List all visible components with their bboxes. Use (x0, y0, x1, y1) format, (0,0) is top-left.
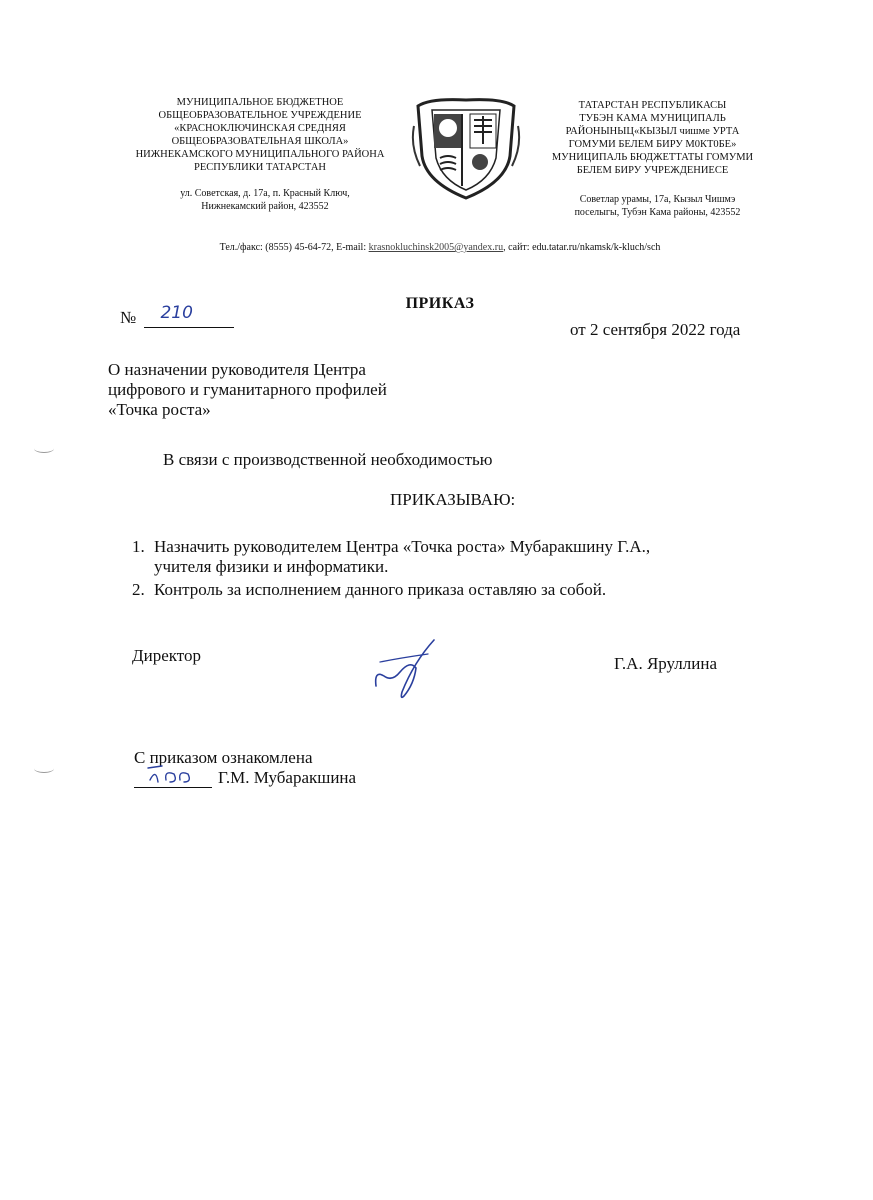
document-number (120, 303, 234, 328)
address-line: Нижнекамский район, 423552 (201, 201, 329, 212)
punch-hole-mark (34, 764, 54, 773)
number-label: № (120, 308, 137, 327)
subject-line: О назначении руководителя Центра (108, 360, 366, 379)
coat-of-arms-icon (410, 96, 522, 202)
header-right-org (520, 99, 785, 177)
document-date: от 2 сентября 2022 года (570, 320, 741, 339)
director-name: Г.А. Яруллина (614, 654, 718, 673)
item-line: учителя физики и информатики. (154, 557, 389, 576)
document-basis: В связи с производственной необходимостью (163, 450, 493, 469)
list-item (132, 537, 812, 577)
order-items-list (132, 537, 812, 600)
header-left-line: МУНИЦИПАЛЬНОЕ БЮДЖЕТНОЕ (176, 97, 344, 108)
header-left-address (150, 187, 380, 213)
item-line: Назначить руководителем Центра «Точка роста» Мубаракшину Г.А., (154, 537, 651, 556)
header-left-org (120, 96, 400, 174)
contacts-phone: Тел./факс: (8555) 45-64-72, E-mail: (219, 242, 369, 253)
document-subject (108, 360, 387, 420)
address-line: Советлар урамы, 17а, Кызыл Чишмэ (579, 194, 736, 205)
subject-line: «Точка роста» (108, 400, 211, 419)
acknowledgement-signature-icon (144, 760, 204, 790)
header-right-line: ТУБЭН КАМА МУНИЦИПАЛЬ (579, 113, 726, 124)
header-left-line: ОБЩЕОБРАЗОВАТЕЛЬНОЕ УЧРЕЖДЕНИЕ (158, 110, 362, 121)
acknowledgement-label: С приказом ознакомлена (134, 748, 313, 767)
item-number: 1. (132, 537, 145, 556)
header-right-line: РАЙОНЫНЫЦ«КЫЗЫЛ чишме УРТА (565, 126, 740, 137)
document-title: ПРИКАЗ (405, 295, 475, 312)
acknowledgement-name: Г.М. Мубаракшина (218, 768, 357, 787)
header-right-line: МУНИЦИПАЛЬ БЮДЖЕТТАТЫ ГОМУМИ (551, 152, 754, 163)
subject-line: цифрового и гуманитарного профилей (108, 380, 387, 399)
header-right-line: ГОМУМИ БЕЛЕМ БИРУ М0КТ0БЕ» (568, 139, 737, 150)
order-heading: ПРИКАЗЫВАЮ: (390, 490, 516, 509)
director-title: Директор (132, 646, 201, 665)
header-left-line: «КРАСНОКЛЮЧИНСКАЯ СРЕДНЯЯ (174, 123, 346, 134)
header-left-line: РЕСПУБЛИКИ ТАТАРСТАН (193, 162, 326, 173)
header-right-line: ТАТАРСТАН РЕСПУБЛИКАСЫ (578, 100, 727, 111)
header-contacts (150, 242, 730, 253)
contacts-email-link[interactable]: krasnokluchinsk2005@yandex.ru (368, 242, 504, 253)
punch-hole-mark (34, 444, 54, 453)
acknowledgement-signature-line (134, 770, 212, 788)
header-right-line: БЕЛЕМ БИРУ УЧРЕЖДЕНИЕСЕ (576, 165, 729, 176)
address-line: поселыгы, Тубэн Кама районы, 423552 (574, 207, 741, 218)
address-line: ул. Советская, д. 17а, п. Красный Ключ, (180, 188, 350, 199)
acknowledgement-row (134, 768, 356, 788)
item-line: Контроль за исполнением данного приказа оставляю за собой. (154, 580, 607, 599)
list-item (132, 580, 812, 600)
number-value: 210 (160, 303, 193, 323)
header-left-line: ОБЩЕОБРАЗОВАТЕЛЬНАЯ ШКОЛА» (171, 136, 349, 147)
director-signature-icon (370, 632, 450, 702)
header-left-line: НИЖНЕКАМСКОГО МУНИЦИПАЛЬНОГО РАЙОНА (135, 149, 385, 160)
number-field (144, 303, 234, 328)
header-right-address (540, 193, 775, 219)
item-number: 2. (132, 580, 145, 599)
contacts-site: , сайт: edu.tatar.ru/nkamsk/k-kluch/sch (503, 242, 661, 253)
